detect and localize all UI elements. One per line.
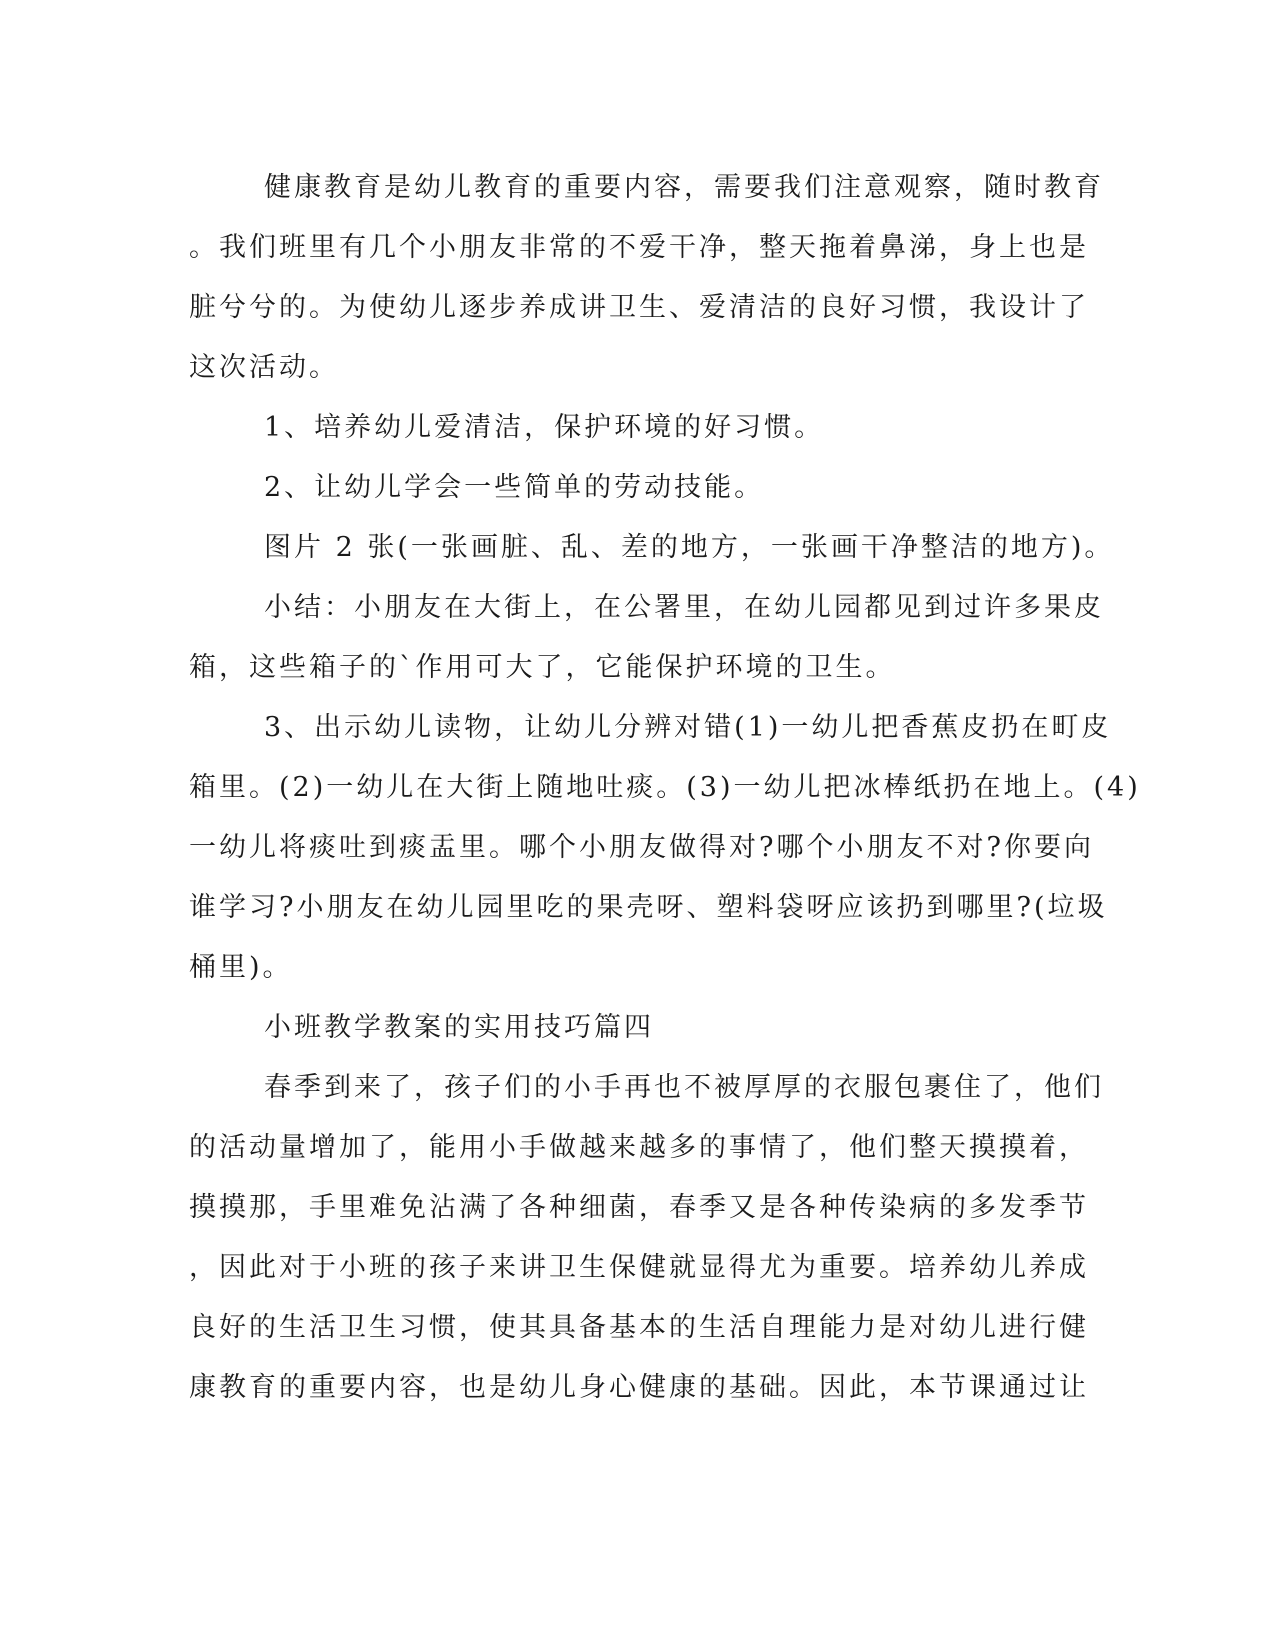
text-line: 摸摸那，手里难免沾满了各种细菌，春季又是各种传染病的多发季节 xyxy=(189,1192,1089,1223)
document-body xyxy=(189,158,1141,1418)
text-line: 良好的生活卫生习惯，使其具备基本的生活自理能力是对幼儿进行健 xyxy=(189,1312,1089,1343)
text-line: 。我们班里有几个小朋友非常的不爱干净，整天拖着鼻涕，身上也是 xyxy=(189,232,1089,263)
text-line: 谁学习?小朋友在幼儿园里吃的果壳呀、塑料袋呀应该扔到哪里?(垃圾 xyxy=(189,892,1108,923)
text-line: 的活动量增加了，能用小手做越来越多的事情了，他们整天摸摸着， xyxy=(189,1132,1089,1163)
text-line: 2、让幼儿学会一些简单的劳动技能。 xyxy=(264,472,765,503)
section-heading: 小班教学教案的实用技巧篇四 xyxy=(264,1012,654,1043)
text-line: 图片 2 张(一张画脏、乱、差的地方，一张画干净整洁的地方)。 xyxy=(264,532,1115,563)
text-line: 箱里。(2)一幼儿在大街上随地吐痰。(3)一幼儿把冰棒纸扔在地上。(4) xyxy=(189,772,1141,803)
text-line: 一幼儿将痰吐到痰盂里。哪个小朋友做得对?哪个小朋友不对?你要向 xyxy=(189,832,1094,863)
text-line: ，因此对于小班的孩子来讲卫生保健就显得尤为重要。培养幼儿养成 xyxy=(189,1252,1089,1283)
text-line: 小结：小朋友在大街上，在公署里，在幼儿园都见到过许多果皮 xyxy=(264,592,1104,623)
text-line: 1、培养幼儿爱清洁，保护环境的好习惯。 xyxy=(264,412,825,443)
text-line: 桶里)。 xyxy=(189,952,293,983)
text-line: 春季到来了，孩子们的小手再也不被厚厚的衣服包裹住了，他们 xyxy=(264,1072,1104,1103)
text-line: 健康教育是幼儿教育的重要内容，需要我们注意观察，随时教育 xyxy=(264,172,1104,203)
text-line: 这次活动。 xyxy=(189,352,339,383)
text-line: 箱，这些箱子的`作用可大了，它能保护环境的卫生。 xyxy=(189,652,896,683)
text-line: 脏兮兮的。为使幼儿逐步养成讲卫生、爱清洁的良好习惯，我设计了 xyxy=(189,292,1089,323)
text-line: 康教育的重要内容，也是幼儿身心健康的基础。因此，本节课通过让 xyxy=(189,1372,1089,1403)
text-line: 3、出示幼儿读物，让幼儿分辨对错(1)一幼儿把香蕉皮扔在町皮 xyxy=(264,712,1112,743)
